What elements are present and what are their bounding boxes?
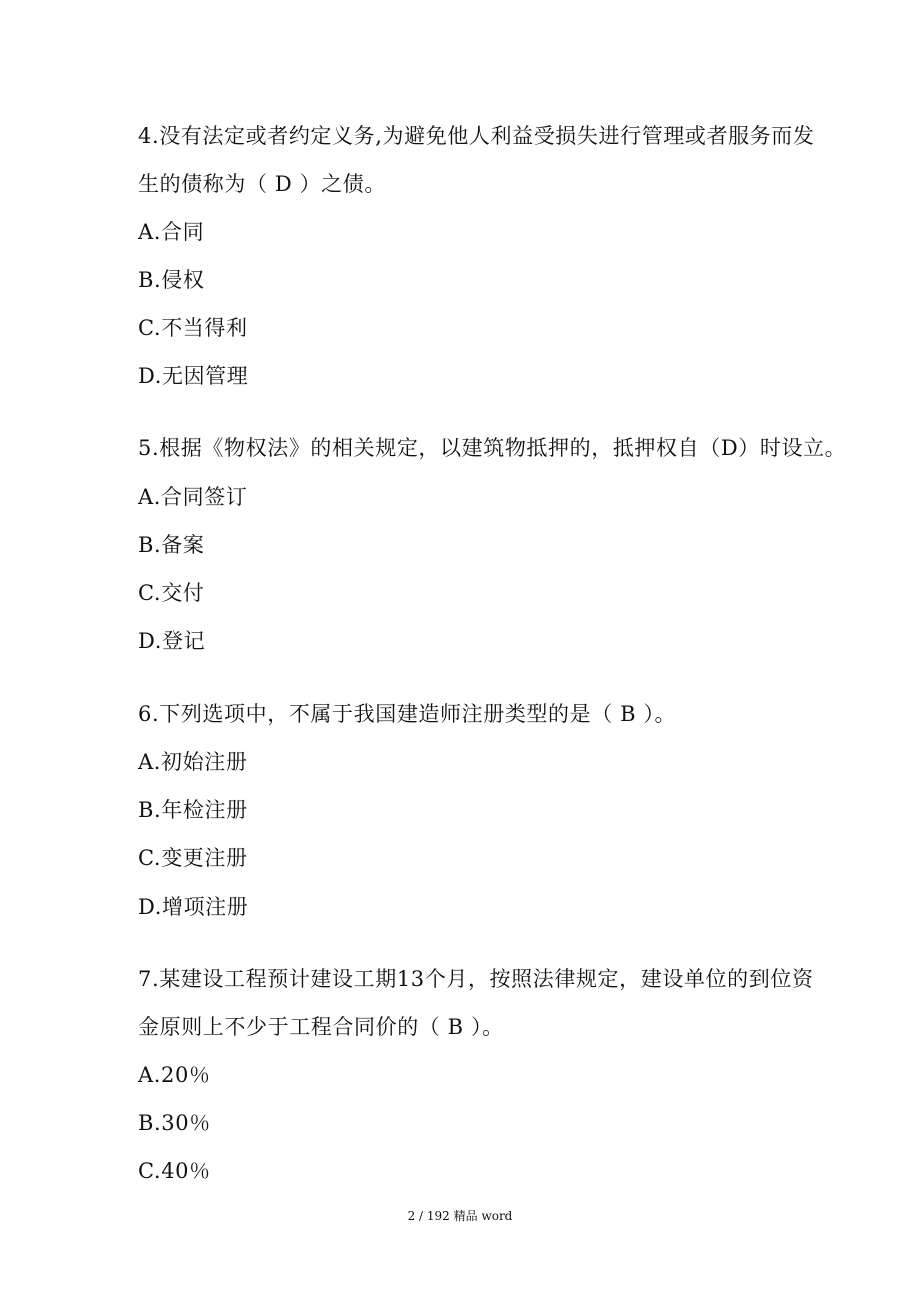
question-4-option-c: C.不当得利 (138, 316, 248, 340)
question-5-option-a: A.合同签订 (138, 485, 248, 509)
question-6-option-b: B.年检注册 (138, 798, 248, 822)
question-4-option-d: D.无因管理 (138, 364, 249, 388)
question-5-stem-line-1: 5.根据《物权法》的相关规定，以建筑物抵押的，抵押权自（D）时设立。 (138, 436, 847, 460)
question-4-option-b: B.侵权 (138, 268, 205, 292)
question-7-option-c: C.40％ (138, 1159, 211, 1183)
question-7-option-a: A.20％ (138, 1063, 211, 1087)
question-4-stem-line-1: 4.没有法定或者约定义务,为避免他人利益受损失进行管理或者服务而发 (138, 124, 815, 148)
question-4-option-a: A.合同 (138, 220, 205, 244)
question-5-option-b: B.备案 (138, 533, 205, 557)
question-5-option-d: D.登记 (138, 629, 206, 653)
page-footer: 2 / 192 精品 word (407, 1209, 513, 1223)
question-5-option-c: C.交付 (138, 581, 205, 605)
question-7-stem-line-2: 金原则上不少于工程合同价的（ B ）。 (138, 1015, 504, 1039)
question-4-stem-line-2: 生的债称为（ D ）之债。 (138, 172, 386, 196)
question-7-stem-line-1: 7.某建设工程预计建设工期13个月，按照法律规定，建设单位的到位资 (138, 967, 814, 991)
question-6-option-c: C.变更注册 (138, 846, 248, 870)
question-6-option-a: A.初始注册 (138, 750, 248, 774)
question-7-option-b: B.30％ (138, 1111, 211, 1135)
question-6-option-d: D.增项注册 (138, 895, 249, 919)
question-6-stem-line-1: 6.下列选项中，不属于我国建造师注册类型的是（ B ）。 (138, 702, 677, 726)
